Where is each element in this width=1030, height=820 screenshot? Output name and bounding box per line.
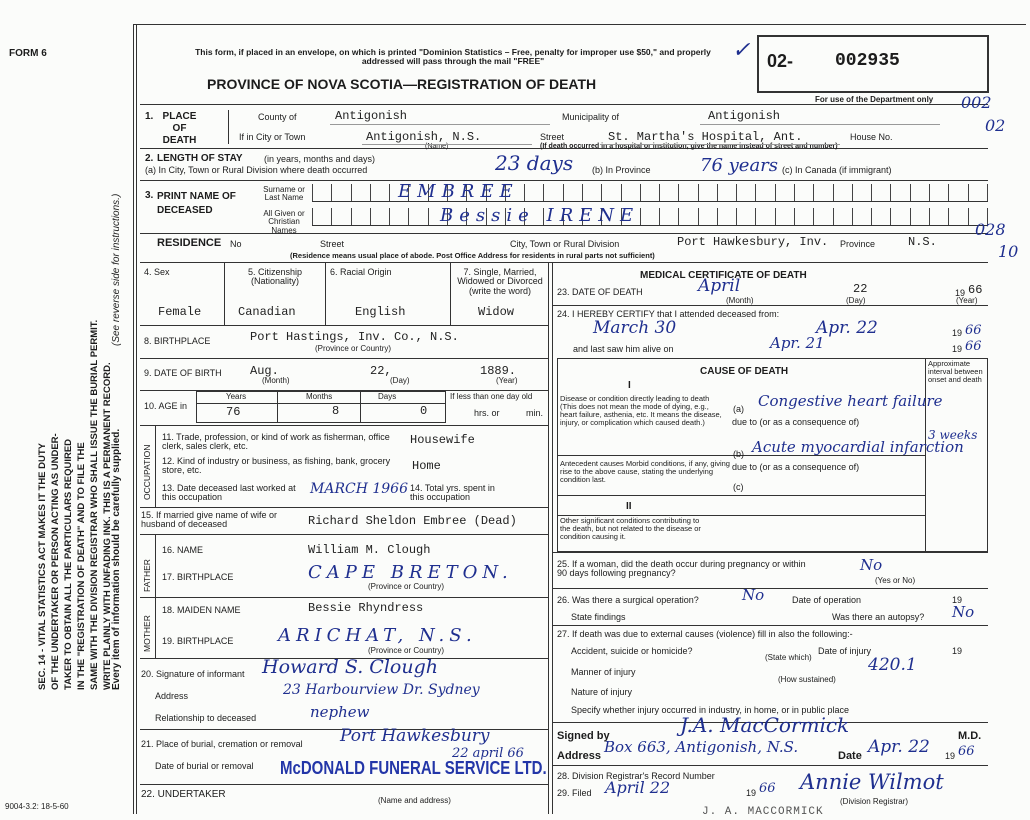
city-value: Antigonish, N.S. bbox=[366, 130, 482, 144]
sex-value: Female bbox=[158, 305, 202, 319]
registrar-signature: Annie Wilmot bbox=[800, 770, 944, 794]
spouse-value: Richard Sheldon Embree (Dead) bbox=[308, 514, 517, 528]
dob-month: Aug. bbox=[250, 364, 279, 378]
filed-date: April 22 bbox=[605, 778, 671, 797]
signed-year: 66 bbox=[958, 744, 975, 759]
age-days: 0 bbox=[420, 404, 428, 418]
marital-value: Widow bbox=[478, 305, 515, 319]
manner-code: 420.1 bbox=[868, 655, 917, 675]
municipality-value: Antigonish bbox=[708, 109, 781, 123]
reg-prefix: 02- bbox=[767, 51, 794, 71]
trade-value: Housewife bbox=[410, 433, 475, 447]
mother-birthplace: ARICHAT, N.S. bbox=[278, 625, 477, 646]
attend-year: 66 bbox=[965, 323, 982, 338]
pregnancy-answer: No bbox=[860, 556, 883, 574]
citizenship-value: Canadian bbox=[238, 305, 296, 319]
racial-value: English bbox=[355, 305, 406, 319]
attend-to: Apr. 22 bbox=[816, 318, 878, 338]
physician-address: Box 663, Antigonish, N.S. bbox=[604, 738, 799, 756]
father-birthplace: CAPE BRETON. bbox=[308, 562, 513, 583]
industry-value: Home bbox=[412, 459, 441, 473]
registrar-stamp: J. A. MACCORMICK bbox=[702, 806, 824, 818]
code-2: 02 bbox=[985, 116, 1006, 135]
medical-title: MEDICAL CERTIFICATE OF DEATH bbox=[640, 270, 807, 281]
funeral-home-stamp: McDONALD FUNERAL SERVICE LTD. bbox=[280, 758, 547, 779]
street-value: St. Martha's Hospital, Ant. bbox=[608, 130, 803, 144]
surname-value: EMBREE bbox=[398, 181, 519, 202]
name-label: PRINT NAME OF DECEASED bbox=[157, 191, 236, 216]
last-worked-value: MARCH 1966 bbox=[310, 481, 408, 497]
residence-province: N.S. bbox=[908, 235, 937, 249]
age-months: 8 bbox=[332, 404, 340, 418]
informant-signature: Howard S. Clough bbox=[262, 656, 438, 678]
burial-date: 22 april 66 bbox=[452, 746, 524, 761]
stay-province-value: 76 years bbox=[700, 155, 779, 176]
code-4: 10 bbox=[998, 242, 1019, 261]
informant-address: 23 Harbourview Dr. Sydney bbox=[283, 682, 480, 698]
last-seen: Apr. 21 bbox=[770, 334, 825, 352]
dob-year: 1889. bbox=[480, 364, 517, 378]
autopsy-answer: No bbox=[952, 603, 975, 621]
reg-number: 002935 bbox=[835, 51, 900, 71]
code-1: 002 bbox=[961, 93, 992, 112]
death-day: 22 bbox=[853, 282, 868, 296]
attend-from: March 30 bbox=[593, 318, 677, 338]
dob-day: 22, bbox=[370, 364, 392, 378]
check-mark-icon: ✓ bbox=[732, 38, 751, 63]
physician-signature: J.A. MacCormick bbox=[680, 713, 850, 737]
cause-a: Congestive heart failure bbox=[758, 392, 943, 410]
margin-instructions: SEC. 14 - VITAL STATISTICS ACT MAKES IT THE DUTY OF THE UNDERTAKER OR PERSON ACTING AS UNDER- TAKER TO OBTAIN ALL THE PARTICULARS REQUIRED IN THE "REGISTRATION OF DEATH" AND TO FILE THE SAME WITH THE DIVISION REGISTRAR WHO SHALL ISSUE THE BURIAL PERMIT. WRITE PLAINLY WITH UNFADING INK. THIS IS A PERMANENT RECORD. bbox=[37, 319, 113, 690]
given-value: Bessie IRENE bbox=[440, 205, 640, 226]
code-3: 028 bbox=[975, 220, 1006, 239]
footer-code: 9004-3.2: 18-5-60 bbox=[5, 802, 69, 811]
cause-a-interval: 3 weeks bbox=[928, 428, 978, 442]
death-year: 66 bbox=[968, 283, 983, 297]
margin-note: Every item of information should be carefully supplied. bbox=[111, 428, 122, 690]
page-title: PROVINCE OF NOVA SCOTIA—REGISTRATION OF DEATH bbox=[207, 76, 597, 92]
signed-date: Apr. 22 bbox=[868, 737, 930, 757]
county-value: Antigonish bbox=[335, 109, 408, 123]
registration-number-box bbox=[757, 35, 989, 93]
informant-relation: nephew bbox=[310, 703, 370, 721]
burial-place: Port Hawkesbury bbox=[340, 726, 490, 746]
operation-answer: No bbox=[742, 586, 765, 604]
instructions: This form, if placed in an envelope, on which is printed "Dominion Statistics – Free, penalty for improper use $50," and properly addressed will pass through the mail "FREE" bbox=[195, 47, 711, 66]
given-cells bbox=[312, 208, 988, 225]
death-month: April bbox=[698, 276, 741, 296]
age-years: 76 bbox=[226, 405, 241, 419]
residence-city: Port Hawkesbury, Inv. bbox=[677, 235, 829, 249]
cause-b: Acute myocardial infarction bbox=[752, 438, 964, 456]
stay-city-value: 23 days bbox=[495, 151, 574, 175]
mother-maiden: Bessie Rhyndress bbox=[308, 601, 424, 615]
dept-use-label: For use of the Department only bbox=[815, 95, 934, 104]
father-name: William M. Clough bbox=[308, 543, 431, 557]
filed-year: 66 bbox=[759, 781, 776, 796]
last-seen-year: 66 bbox=[965, 339, 982, 354]
margin-note-2: (See reverse side for instructions.) bbox=[111, 193, 122, 346]
place-label: PLACE OF DEATH bbox=[162, 111, 197, 146]
form-id: FORM 6 bbox=[9, 48, 47, 59]
birthplace-value: Port Hastings, Inv. Co., N.S. bbox=[250, 330, 459, 344]
